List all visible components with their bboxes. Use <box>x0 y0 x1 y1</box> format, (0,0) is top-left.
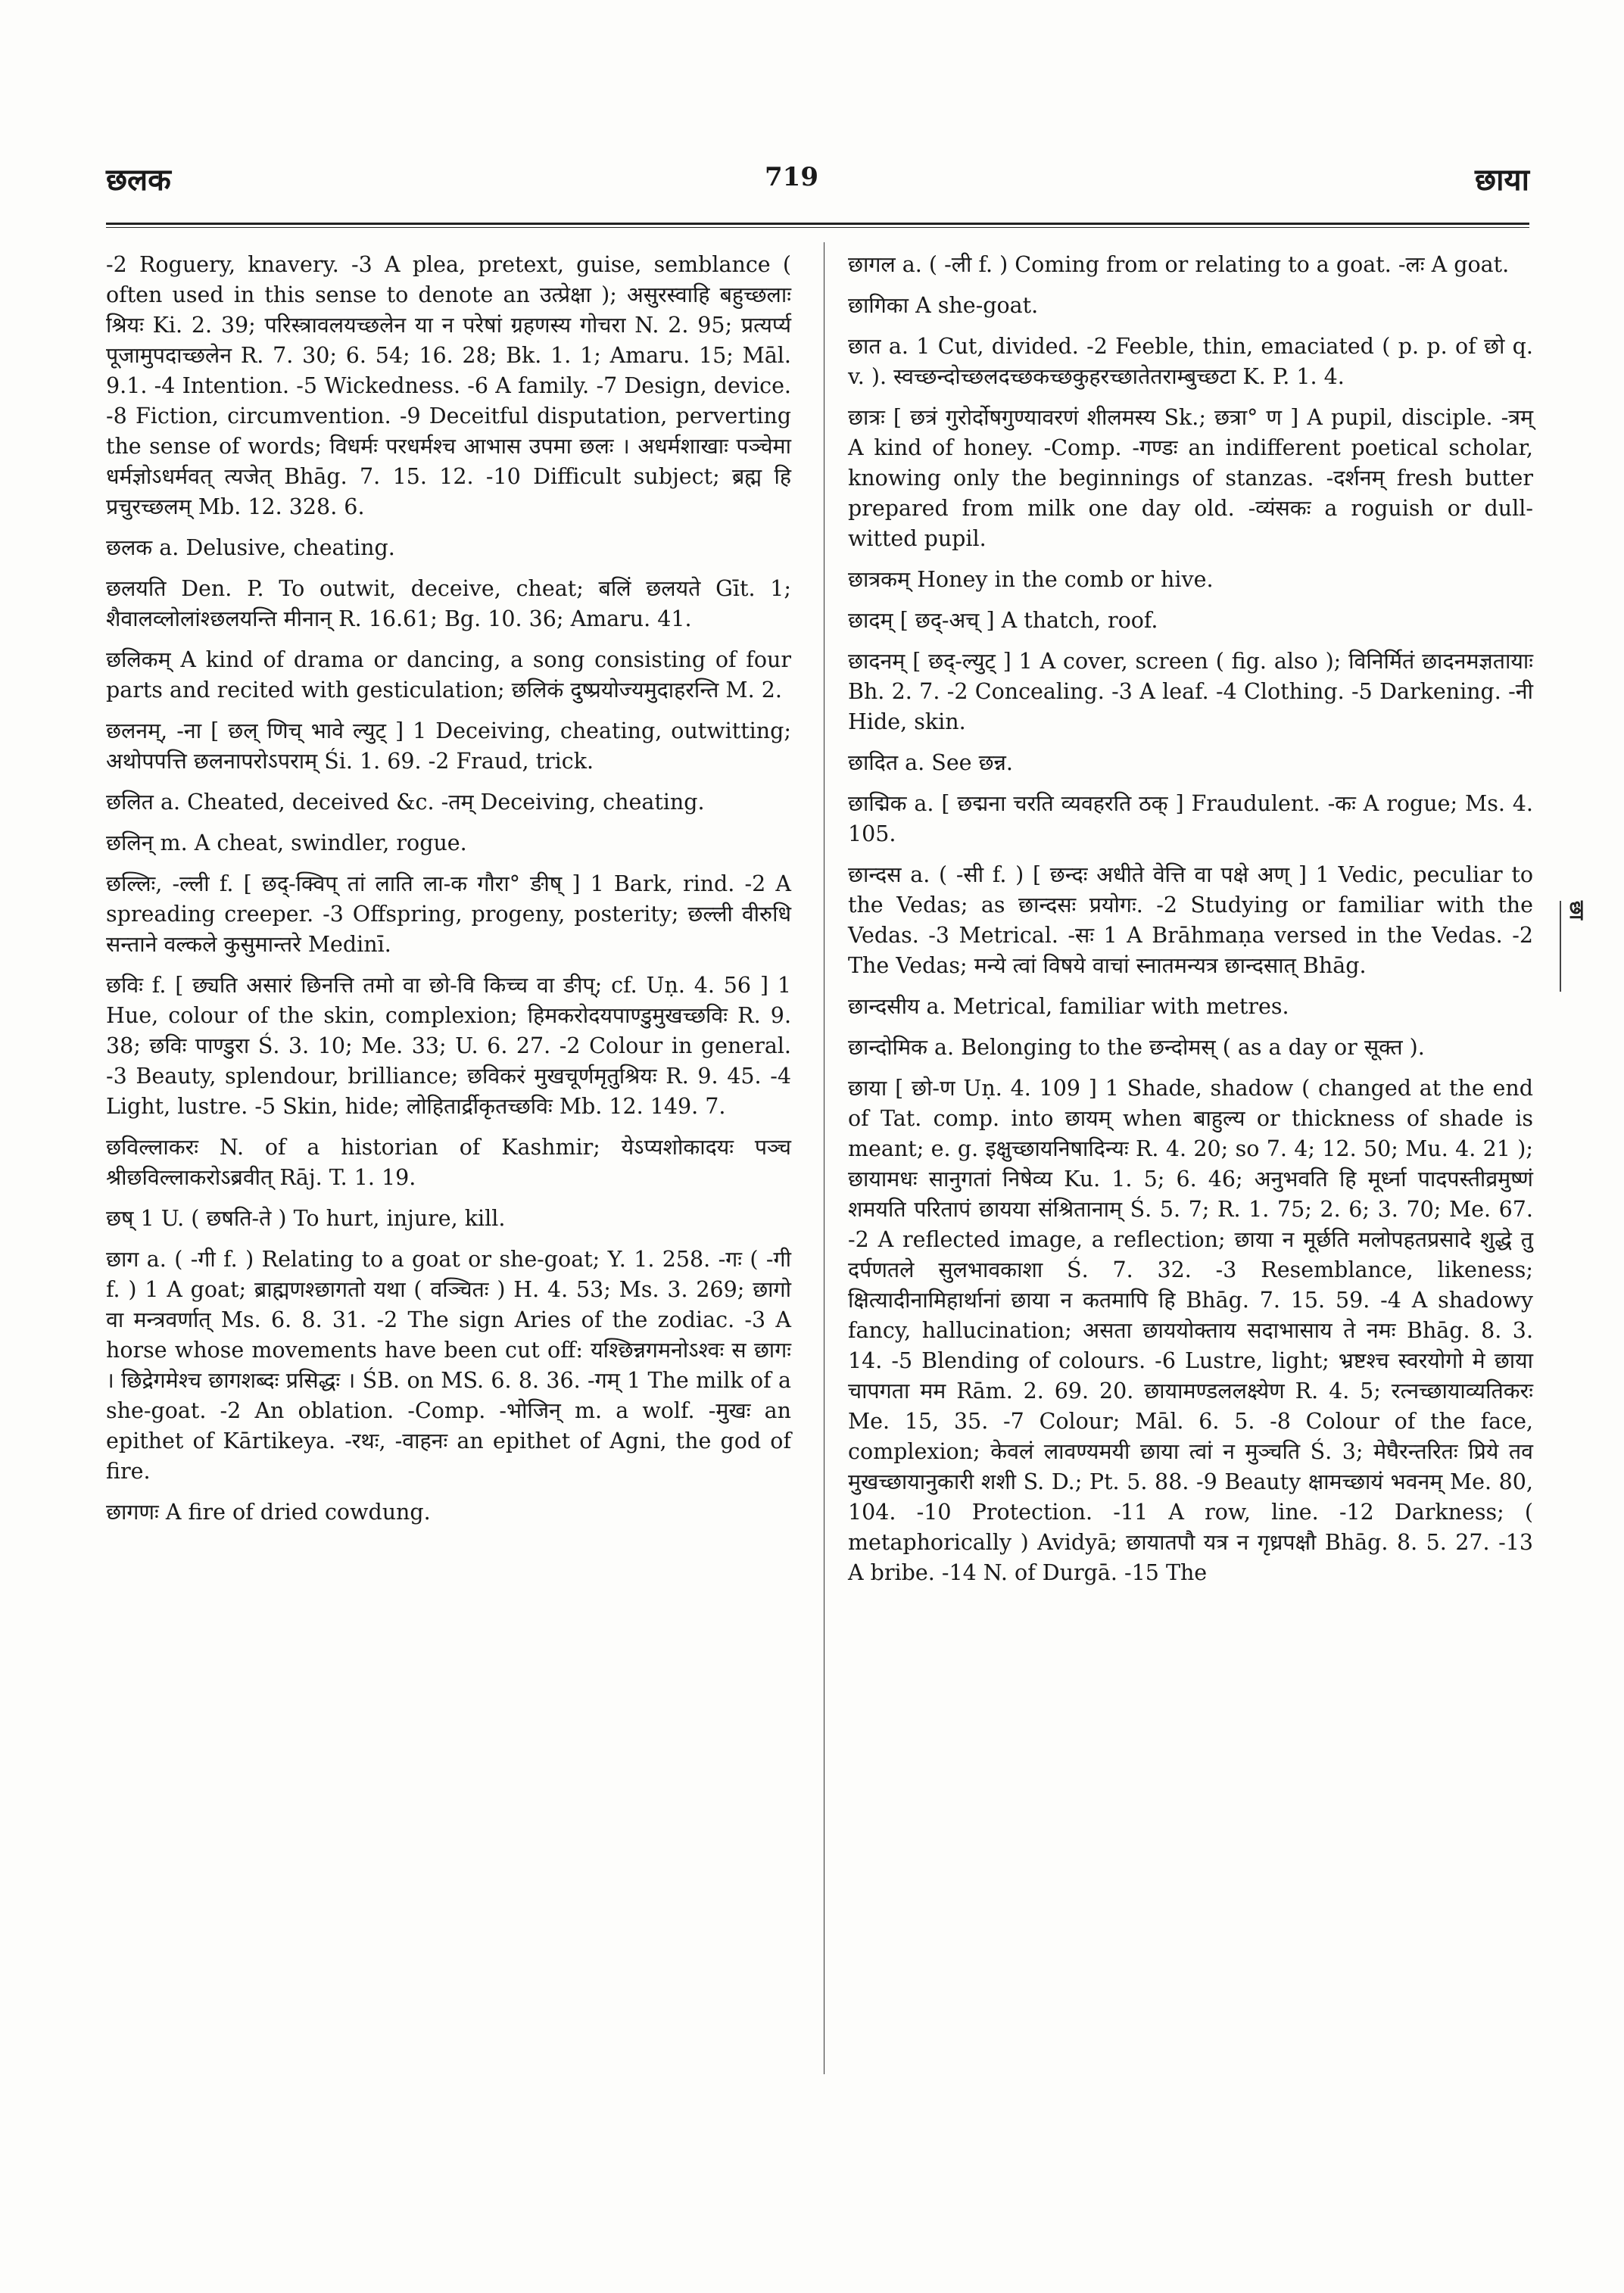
dictionary-entry: छल्लिः, -ल्ली f. [ छद्-क्विप् तां लाति ला-क गौरा° ङीष् ] 1 Bark, rind. -2 A spreading creeper. -3 Offspring, progeny, posterity; छल्ली वीरुधि सन्ताने वल्कले कुसुमान्तरे Medinī. <box>106 871 791 957</box>
dictionary-entry: छलिन् m. A cheat, swindler, rogue. <box>106 830 467 855</box>
left-column <box>106 250 791 1538</box>
dictionary-entry: छात्रः [ छत्रं गुरोर्दोषगुण्यावरणं शीलमस्य Sk.; छत्रा° ण ] A pupil, disciple. -त्रम् A kind of honey. -Comp. -गण्डः an indifferent poetical scholar, knowing only the beginnings of stanzas. -दर्शनम् fresh butter prepared from milk one day old. -व्यंसकः a roguish or dull-witted pupil. <box>848 405 1533 551</box>
dictionary-entry: छादनम् [ छद्-ल्युट् ] 1 A cover, screen ( fig. also ); विनिर्मितं छादनमज्ञतायाः Bh. 2. 7. -2 Concealing. -3 A leaf. -4 Clothing. -5 Darkening. -नी Hide, skin. <box>848 649 1533 734</box>
dictionary-entry: छात a. 1 Cut, divided. -2 Feeble, thin, emaciated ( p. p. of छो q. v. ). स्वच्छन्दोच्छलदच्छकच्छकुहरच्छातेतराम्बुच्छटा K. P. 1. 4. <box>848 334 1533 389</box>
dictionary-entry: -2 Roguery, knavery. -3 A plea, pretext, guise, semblance ( often used in this sense to denote an उत्प्रेक्षा ); असुरस्वाहि बहुच्छलाः श्रियः Ki. 2. 39; परिस्त्रावलयच्छलेन या न परेषां ग्रहणस्य गोचरा N. 2. 95; प्रत्यर्प्य पूजामुपदाच्छलेन R. 7. 30; 6. 54; 16. 28; Bk. 1. 1; Amaru. 15; Māl. 9.1. -4 Intention. -5 Wickedness. -6 A family. -7 Design, device. -8 Fiction, circumvention. -9 Deceitful disputation, perverting the sense of words; विधर्मः परधर्मश्च आभास उपमा छलः । अधर्मशाखाः पञ्चेमा धर्मज्ञोऽधर्मवत् त्यजेत् Bhāg. 7. 15. 12. -10 Difficult subject; ब्रह्म हि प्रचुरच्छलम् Mb. 12. 328. 6. <box>106 252 791 519</box>
dictionary-entry: छलनम्, -ना [ छल् णिच् भावे ल्युट् ] 1 Deceiving, cheating, outwitting; अथोपपत्ति छलनापरोऽपराम् Śi. 1. 69. -2 Fraud, trick. <box>106 718 791 774</box>
dictionary-entry: छान्दस a. ( -सी f. ) [ छन्दः अधीते वेत्ति वा पक्षे अण् ] 1 Vedic, peculiar to the Vedas; as छान्दसः प्रयोगः. -2 Studying or familiar with the Vedas. -3 Metrical. -सः 1 A Brāhmaṇa versed in the Vedas. -2 The Vedas; मन्ये त्वां विषये वाचां स्नातमन्यत्र छान्दसात् Bhāg. <box>848 862 1533 978</box>
page-header <box>106 157 1529 218</box>
header-rule <box>106 223 1529 225</box>
dictionary-entry: छलित a. Cheated, deceived &c. -तम् Deceiving, cheating. <box>106 790 705 815</box>
dictionary-entry: छागिका A she-goat. <box>848 293 1039 318</box>
dictionary-entry: छष् 1 U. ( छषति-ते ) To hurt, injure, kill. <box>106 1206 506 1231</box>
thumb-index-marker: छा <box>1560 901 1590 992</box>
dictionary-entry: छलयति Den. P. To outwit, deceive, cheat; बलिं छलयते Gīt. 1; शैवालव्लोलांश्छलयन्ति मीनान् R. 16.61; Bg. 10. 36; Amaru. 41. <box>106 576 791 631</box>
dictionary-entry: छादम् [ छद्-अच् ] A thatch, roof. <box>848 608 1158 633</box>
dictionary-entry: छलिकम् A kind of drama or dancing, a song consisting of four parts and recited with gesticulation; छलिकं दुष्प्रयोज्यमुदाहरन्ति M. 2. <box>106 647 791 703</box>
dictionary-entry: छान्दोमिक a. Belonging to the छन्दोमस् ( as a day or सूक्त ). <box>848 1035 1425 1060</box>
dictionary-entry: छाद्मिक a. [ छद्मना चरति व्यवहरति ठक् ] Fraudulent. -कः A rogue; Ms. 4. 105. <box>848 791 1533 846</box>
header-rule-thin <box>106 227 1529 228</box>
dictionary-entry: छाग a. ( -गी f. ) Relating to a goat or she-goat; Y. 1. 258. -गः ( -गी f. ) 1 A goat; ब्राह्मणश्छागतो यथा ( वञ्चितः ) H. 4. 53; Ms. 3. 269; छागो वा मन्त्रवर्णात् Ms. 6. 8. 31. -2 The sign Aries of the zodiac. -3 A horse whose movements have been cut off: यश्छिन्नगमनोऽश्वः स छागः । छिद्रेगमेश्च छागशब्दः प्रसिद्धः । ŚB. on MS. 6. 8. 36. -गम् 1 The milk of a she-goat. -2 An oblation. -Comp. -भोजिन् m. a wolf. -मुखः an epithet of Kārtikeya. -रथः, -वाहनः an epithet of Agni, the god of fire. <box>106 1247 791 1484</box>
dictionary-entry: छाया [ छो-ण Uṇ. 4. 109 ] 1 Shade, shadow ( changed at the end of Tat. comp. into छायम् when बाहुल्य or thickness of shade is meant; e. g. इक्षुच्छायनिषादिन्यः R. 4. 20; so 7. 4; 12. 50; Mu. 4. 21 ); छायामधः सानुगतां निषेव्य Ku. 1. 5; 6. 46; अनुभवति हि मूर्ध्ना पादपस्तीव्रमुष्णं शमयति परितापं छायया संश्रितानाम् Ś. 5. 7; R. 1. 75; 2. 6; 3. 70; Me. 67. -2 A reflected image, a reflection; छाया न मूर्छति मलोपहतप्रसादे शुद्धे तु दर्पणतले सुलभावकाशा Ś. 7. 32. -3 Resemblance, likeness; क्षित्यादीनामिहार्थानां छाया न कतमापि हि Bhāg. 7. 15. 59. -4 A shadowy fancy, hallucination; असता छाययोक्ताय सदाभासाय ते नमः Bhāg. 8. 3. 14. -5 Blending of colours. -6 Lustre, light; भ्रष्टश्च स्वरयोगो मे छाया चापगता मम Rām. 2. 69. 20. छायामण्डललक्ष्येण R. 4. 5; रत्नच्छायाव्यतिकरः Me. 15, 35. -7 Colour; Māl. 6. 5. -8 Colour of the face, complexion; केवलं लावण्यमयी छाया त्वां न मुञ्चति Ś. 3; मेघैरन्तरितः प्रिये तव मुखच्छायानुकारी शशी S. D.; Pt. 5. 88. -9 Beauty क्षामच्छायं भवनम् Me. 80, 104. -10 Protection. -11 A row, line. -12 Darkness; ( metaphorically ) Avidyā; छायातपौ यत्र न गृध्रपक्षौ Bhāg. 8. 5. 27. -13 A bribe. -14 N. of Durgā. -15 The <box>848 1076 1533 1585</box>
right-column <box>848 250 1533 1599</box>
header-left-guideword: छलक <box>106 162 171 198</box>
page-number: 719 <box>765 162 818 192</box>
dictionary-entry: छागल a. ( -ली f. ) Coming from or relating to a goat. -लः A goat. <box>848 252 1510 277</box>
dictionary-entry: छादित a. See छन्न. <box>848 750 1013 775</box>
dictionary-entry: छविल्लाकरः N. of a historian of Kashmir; येऽप्यशोकादयः पञ्च श्रीछविल्लाकरोऽब्रवीत् Rāj. T. 1. 19. <box>106 1135 791 1190</box>
dictionary-entry: छात्रकम् Honey in the comb or hive. <box>848 567 1214 592</box>
dictionary-entry: छान्दसीय a. Metrical, familiar with metres. <box>848 994 1289 1019</box>
header-right-guideword: छाया <box>1475 162 1529 198</box>
dictionary-entry: छविः f. [ छ्यति असारं छिनत्ति तमो वा छो-वि किच्च वा ङीप्; cf. Uṇ. 4. 56 ] 1 Hue, colour of the skin, complexion; हिमकरोदयपाण्डुमुखच्छविः R. 9. 38; छविः पाण्डुरा Ś. 3. 10; Me. 33; U. 6. 27. -2 Colour in general. -3 Beauty, splendour, brilliance; छविकरं मुखचूर्णमृतुश्रियः R. 9. 45. -4 Light, lustre. -5 Skin, hide; लोहितार्द्रीकृतच्छविः Mb. 12. 149. 7. <box>106 973 791 1119</box>
dictionary-entry: छागणः A fire of dried cowdung. <box>106 1500 431 1525</box>
dictionary-entry: छलक a. Delusive, cheating. <box>106 535 395 560</box>
